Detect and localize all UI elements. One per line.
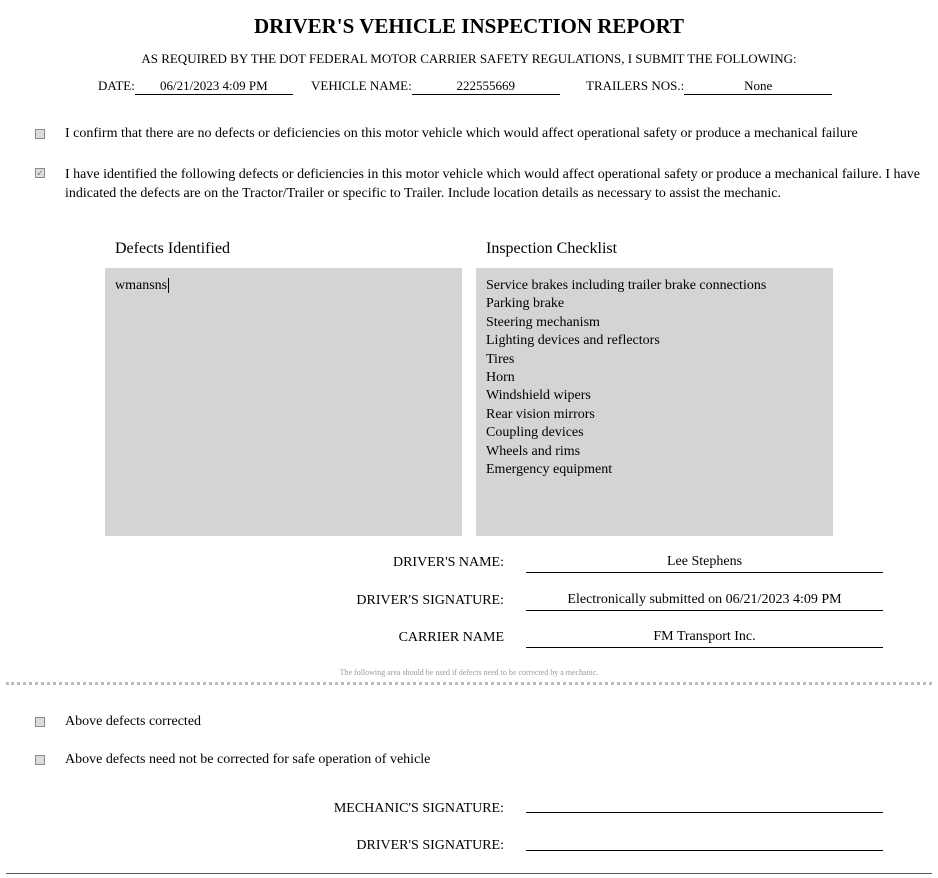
trailers-field (586, 78, 832, 95)
trailers-value: None (684, 78, 832, 95)
defects-heading: Defects Identified (115, 240, 231, 257)
defects-textarea[interactable] (105, 268, 462, 536)
checklist-item: Lighting devices and reflectors (486, 333, 660, 349)
checklist-item: Horn (486, 370, 515, 386)
date-label: DATE: (98, 78, 135, 93)
bottom-border (6, 873, 932, 874)
trailers-label: TRAILERS NOS.: (586, 78, 685, 93)
driver-name-value: Lee Stephens (526, 554, 883, 573)
page-title: DRIVER'S VEHICLE INSPECTION REPORT (253, 14, 685, 38)
checklist-item: Windshield wipers (486, 388, 591, 404)
no-defects-checkbox[interactable] (35, 129, 45, 139)
no-defects-label: I confirm that there are no defects or deficiencies on this motor vehicle which would affect operational safety or produce a mechanical failure (65, 126, 858, 141)
checklist-item: Steering mechanism (486, 314, 600, 330)
date-field (98, 78, 293, 95)
vehicle-label: VEHICLE NAME: (311, 78, 412, 93)
carrier-name-value: FM Transport Inc. (526, 629, 883, 648)
checklist-item: Service brakes including trailer brake connections (486, 278, 767, 293)
carrier-name-label: CARRIER NAME (398, 630, 504, 645)
defects-value: wmansns (115, 278, 168, 293)
checklist-item: Rear vision mirrors (486, 406, 595, 422)
vehicle-field (311, 78, 560, 95)
defects-checkbox[interactable]: ✓ (36, 168, 44, 178)
inspection-checklist (476, 268, 833, 536)
driver-signature-value: Electronically submitted on 06/21/2023 4:09 PM (526, 592, 883, 611)
checklist-item: Emergency equipment (486, 462, 613, 478)
no-correction-checkbox[interactable] (35, 755, 45, 765)
defects-corrected-checkbox[interactable] (35, 717, 45, 727)
no-correction-label: Above defects need not be corrected for safe operation of vehicle (65, 752, 431, 767)
vehicle-value: 222555669 (412, 78, 560, 95)
defects-corrected-label: Above defects corrected (65, 714, 202, 729)
driver-signature2-label: DRIVER'S SIGNATURE: (356, 838, 504, 853)
checklist-heading: Inspection Checklist (486, 240, 618, 257)
defects-label: I have identified the following defects or deficiencies in this motor vehicle which would affect operational safety or produce a mechanical failure. I have indicated the defects are on the Tractor/Trailer or specific to Trailer. Include location details as necessary to assist the mechanic. (65, 167, 920, 201)
date-value: 06/21/2023 4:09 PM (135, 78, 293, 95)
subtitle: AS REQUIRED BY THE DOT FEDERAL MOTOR CARRIER SAFETY REGULATIONS, I SUBMIT THE FOLLOWING: (141, 51, 797, 66)
driver-signature2-line[interactable] (526, 832, 883, 851)
mechanic-signature-label: MECHANIC'S SIGNATURE: (333, 801, 504, 816)
mechanic-note: The following area should be used if defects need to be corrected by a mechanic. (339, 668, 599, 677)
checklist-item: Tires (486, 351, 515, 367)
dotted-divider (6, 682, 932, 685)
checklist-item: Parking brake (486, 296, 565, 312)
checklist-item: Wheels and rims (486, 443, 581, 459)
driver-name-label: DRIVER'S NAME: (392, 555, 504, 570)
checklist-item: Coupling devices (486, 425, 584, 441)
driver-signature-label: DRIVER'S SIGNATURE: (356, 593, 504, 608)
mechanic-signature-line[interactable] (526, 794, 883, 813)
